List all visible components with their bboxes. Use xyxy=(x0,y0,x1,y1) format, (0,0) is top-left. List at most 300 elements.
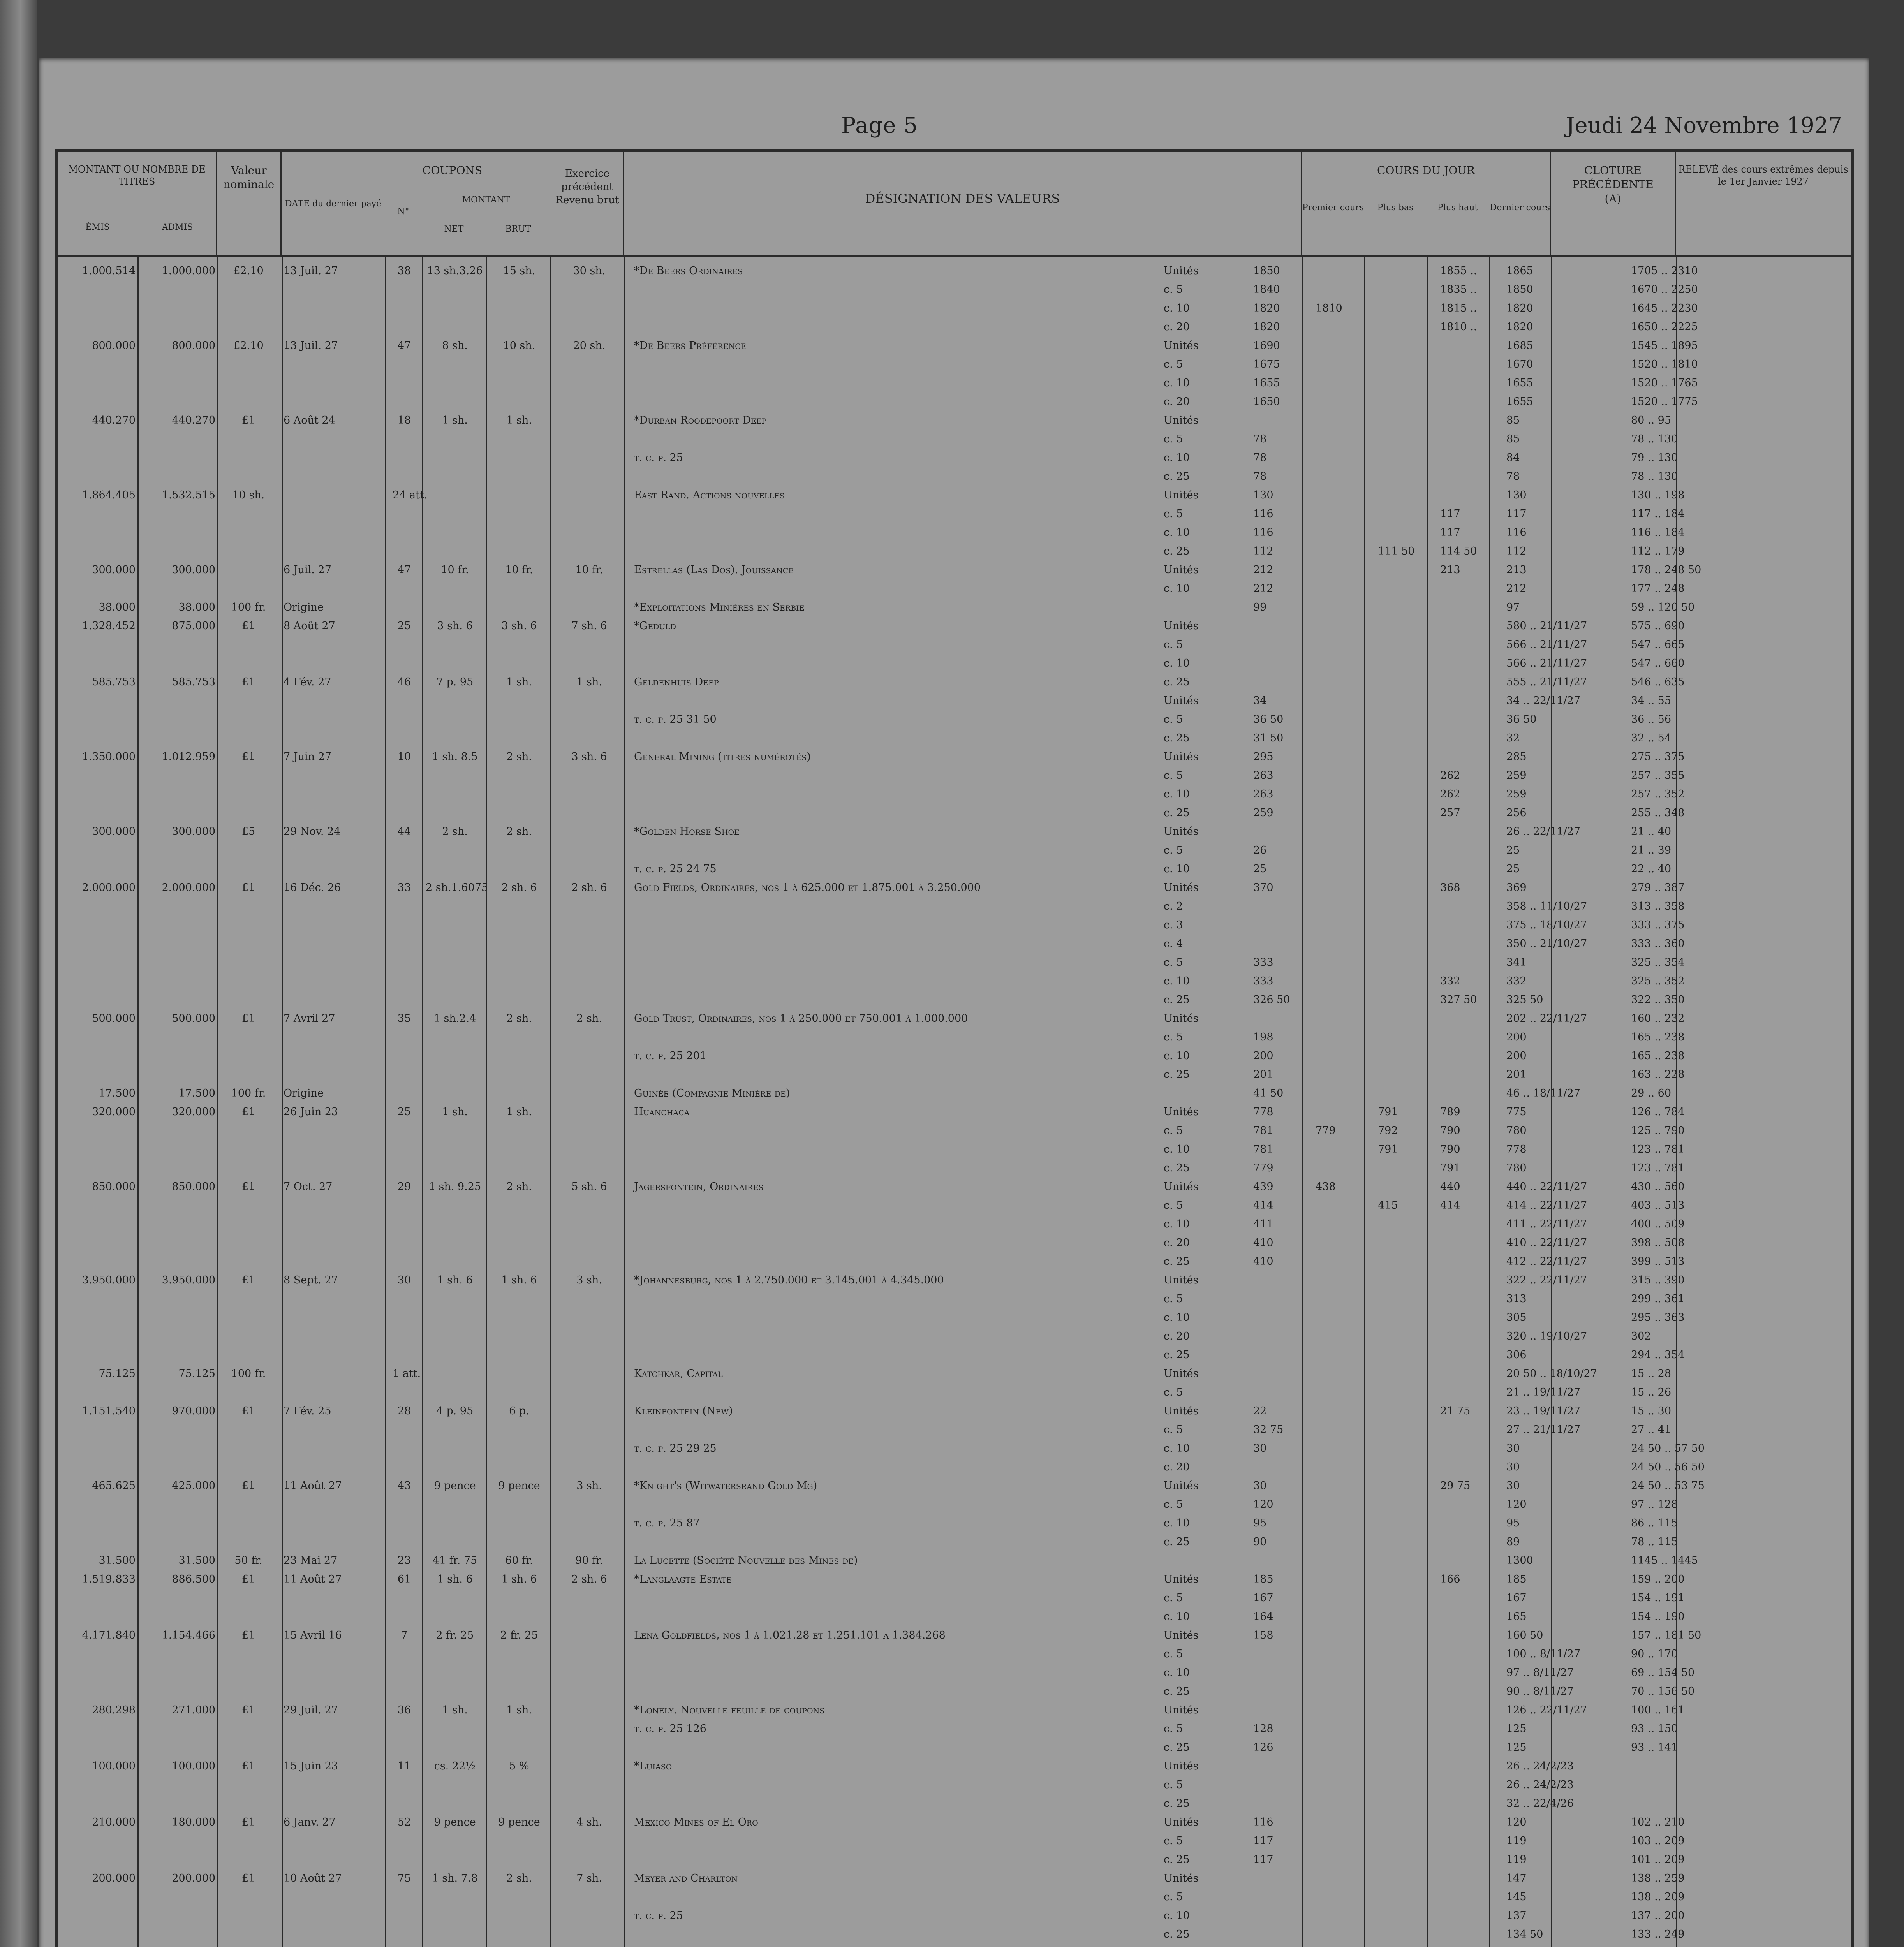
cell-dc: 790 xyxy=(1440,1143,1460,1155)
cell-clo: 259 xyxy=(1506,769,1527,782)
cell-admis: 300.000 xyxy=(172,826,215,838)
cell-unit: c. 25 xyxy=(1164,807,1190,819)
cell-unit: c. 10 xyxy=(1164,377,1190,389)
cell-admis: 440.270 xyxy=(172,414,215,426)
table-row xyxy=(58,975,1851,987)
cell-desig: Jagersfontein, Ordinaires xyxy=(634,1181,764,1193)
cell-unit: Unités xyxy=(1164,1480,1199,1492)
table-row xyxy=(58,994,1851,1005)
cell-unit: c. 5 xyxy=(1164,1199,1183,1211)
cell-clo: 566 .. 21/11/27 xyxy=(1506,657,1587,669)
cell-net: 2 fr. 25 xyxy=(436,1629,474,1641)
cell-p1: 259 xyxy=(1253,807,1273,819)
table-row xyxy=(58,1480,1851,1491)
table-row xyxy=(58,788,1851,800)
cell-date: Origine xyxy=(284,601,324,613)
table-row xyxy=(58,1573,1851,1585)
cell-dc: 332 xyxy=(1440,975,1460,987)
cell-clo: 23 .. 19/11/27 xyxy=(1506,1405,1580,1417)
cell-p1: 198 xyxy=(1253,1031,1273,1043)
cell-admis: 180.000 xyxy=(172,1816,215,1828)
table-row xyxy=(58,1704,1851,1716)
table-row xyxy=(58,1611,1851,1622)
cell-emis: 38.000 xyxy=(99,601,136,613)
cell-unit: Unités xyxy=(1164,1274,1199,1286)
cell-admis: 970.000 xyxy=(172,1405,215,1417)
cell-unit: c. 25 xyxy=(1164,1162,1190,1174)
cell-desig: *Golden Horse Shoe xyxy=(634,826,740,838)
cell-rev: 7 sh. 6 xyxy=(571,620,607,632)
cell-date: 16 Déc. 26 xyxy=(284,882,341,894)
cell-num: 23 xyxy=(397,1554,411,1567)
cell-num: 7 xyxy=(401,1629,408,1641)
header-dernier-cours: Dernier cours xyxy=(1490,203,1550,213)
table-row xyxy=(58,1442,1851,1454)
header-montant-label: MONTANT OU NOMBRE DE TITRES xyxy=(68,164,206,187)
cell-unit: c. 20 xyxy=(1164,1330,1190,1342)
cell-unit: c. 3 xyxy=(1164,919,1183,931)
cell-unit: Unités xyxy=(1164,340,1199,352)
cell-unit: Unités xyxy=(1164,1405,1199,1417)
cell-p1: 410 xyxy=(1253,1255,1273,1267)
cell-p1: 1850 xyxy=(1253,265,1280,277)
table-row xyxy=(58,1685,1851,1697)
table-row xyxy=(58,1181,1851,1192)
cell-p1: 370 xyxy=(1253,882,1273,894)
cell-num: 25 xyxy=(397,1106,411,1118)
cell-p1: 263 xyxy=(1253,788,1273,800)
cell-net: 41 fr. 75 xyxy=(432,1554,477,1567)
cell-clo: 256 xyxy=(1506,807,1527,819)
cell-brut: 9 pence xyxy=(498,1816,540,1828)
table-row xyxy=(58,1386,1851,1398)
table-row xyxy=(58,564,1851,576)
cell-desig: *Johannesburg, nos 1 à 2.750.000 et 3.145.001 à 4.345.000 xyxy=(634,1274,944,1286)
table-row xyxy=(58,1069,1851,1080)
cell-clo: 27 .. 21/11/27 xyxy=(1506,1424,1580,1436)
header-cloture-sub: (A) xyxy=(1605,192,1621,205)
cell-emis: 300.000 xyxy=(92,826,136,838)
header-net: NET xyxy=(444,224,464,234)
table-row xyxy=(58,302,1851,314)
cell-rel: 78 .. 130 xyxy=(1631,470,1678,482)
cell-unit: c. 20 xyxy=(1164,1237,1190,1249)
table-row xyxy=(58,1797,1851,1809)
cell-rel: 138 .. 259 xyxy=(1631,1872,1685,1884)
cell-unit: c. 5 xyxy=(1164,769,1183,782)
cell-unit: c. 10 xyxy=(1164,302,1190,314)
header-valeur: Valeur nominale xyxy=(217,152,282,255)
cell-clo: 119 xyxy=(1506,1835,1527,1847)
table-row xyxy=(58,1050,1851,1062)
cell-unit: Unités xyxy=(1164,1704,1199,1716)
cell-dc: 117 xyxy=(1440,526,1460,539)
table-row xyxy=(58,265,1851,276)
cell-brut: 1 sh. 6 xyxy=(501,1274,537,1286)
cell-clo: 147 xyxy=(1506,1872,1527,1884)
cell-dc: 114 50 xyxy=(1440,545,1477,557)
cell-net: 8 sh. xyxy=(442,340,468,352)
cell-clo: 165 xyxy=(1506,1611,1527,1623)
cell-unit: c. 20 xyxy=(1164,1461,1190,1473)
cell-val: 100 fr. xyxy=(231,1087,266,1099)
cell-unit: c. 5 xyxy=(1164,713,1183,725)
table-row xyxy=(58,844,1851,856)
cell-emis: 4.171.840 xyxy=(82,1629,136,1641)
cell-rel: 133 .. 249 xyxy=(1631,1928,1685,1940)
cell-clo: 25 xyxy=(1506,863,1520,875)
cell-clo: 90 .. 8/11/27 xyxy=(1506,1685,1574,1697)
cell-date: Origine xyxy=(284,1087,324,1099)
cell-net: 1 sh.2.4 xyxy=(433,1012,476,1025)
cell-emis: 800.000 xyxy=(92,340,136,352)
cell-p1: 439 xyxy=(1253,1181,1273,1193)
cell-net: 3 sh. 6 xyxy=(437,620,473,632)
cell-clo: 119 xyxy=(1506,1854,1527,1866)
cell-p1: 78 xyxy=(1253,470,1267,482)
table-row xyxy=(58,321,1851,333)
cell-clo: 1685 xyxy=(1506,340,1533,352)
cell-unit: c. 10 xyxy=(1164,1667,1190,1679)
cell-clo: 410 .. 22/11/27 xyxy=(1506,1237,1587,1249)
cell-num: 29 xyxy=(397,1181,411,1193)
cell-rel: 112 .. 179 xyxy=(1631,545,1685,557)
cell-desig: Geldenhuis Deep xyxy=(634,676,719,688)
cell-dc: 440 xyxy=(1440,1181,1460,1193)
cell-clo: 202 .. 22/11/27 xyxy=(1506,1012,1587,1025)
header-numero: N° xyxy=(397,207,409,217)
cell-date: 13 Juil. 27 xyxy=(284,340,338,352)
cell-unit: c. 10 xyxy=(1164,788,1190,800)
cell-unit: c. 25 xyxy=(1164,1741,1190,1753)
cell-unit: c. 5 xyxy=(1164,1424,1183,1436)
table-row xyxy=(58,938,1851,949)
table-row xyxy=(58,713,1851,725)
cell-clo: 125 xyxy=(1506,1741,1527,1753)
cell-emis: 100.000 xyxy=(92,1760,136,1772)
cell-unit: Unités xyxy=(1164,1760,1199,1772)
cell-rel: 78 .. 130 xyxy=(1631,433,1678,445)
cell-rel: 302 xyxy=(1631,1330,1651,1342)
cell-clo: 100 .. 8/11/27 xyxy=(1506,1648,1580,1660)
cell-brut: 2 sh. xyxy=(506,1012,532,1025)
table-row xyxy=(58,1723,1851,1734)
cell-clo: 30 xyxy=(1506,1480,1520,1492)
cell-num: 11 xyxy=(397,1760,411,1772)
table-row xyxy=(58,1854,1851,1865)
cell-num: 43 xyxy=(397,1480,411,1492)
cell-val: £1 xyxy=(241,882,255,894)
table-row xyxy=(58,1125,1851,1136)
table-row xyxy=(58,919,1851,931)
cell-dc: 327 50 xyxy=(1440,994,1477,1006)
cell-rel: 21 .. 40 xyxy=(1631,826,1672,838)
cell-rev: 2 sh. xyxy=(576,1012,602,1025)
cell-unit: Unités xyxy=(1164,265,1199,277)
listing-table xyxy=(55,149,1854,1947)
cell-rel: 123 .. 781 xyxy=(1631,1143,1685,1155)
table-row xyxy=(58,1293,1851,1304)
cell-rev: 3 sh. 6 xyxy=(571,751,607,763)
cell-net: 1 sh. xyxy=(442,414,468,426)
cell-unit: c. 5 xyxy=(1164,1293,1183,1305)
cell-p1: 126 xyxy=(1253,1741,1273,1753)
cell-rel: 97 .. 128 xyxy=(1631,1498,1678,1510)
header-cours-label: COURS DU JOUR xyxy=(1377,164,1475,177)
cell-num: 28 xyxy=(397,1405,411,1417)
cell-pb: 779 xyxy=(1316,1125,1336,1137)
table-row xyxy=(58,1928,1851,1940)
cell-p1: 1655 xyxy=(1253,377,1280,389)
cell-unit: c. 5 xyxy=(1164,956,1183,968)
cell-date: 26 Juin 23 xyxy=(284,1106,338,1118)
table-row xyxy=(58,807,1851,819)
cell-desig: Katchkar, Capital xyxy=(634,1368,723,1380)
cell-dc: 166 xyxy=(1440,1573,1460,1585)
cell-brut: 2 sh. xyxy=(506,1181,532,1193)
cell-rel: 125 .. 790 xyxy=(1631,1125,1685,1137)
cell-val: £1 xyxy=(241,414,255,426)
cell-rel: 1670 .. 2250 xyxy=(1631,283,1698,296)
cell-num: 52 xyxy=(397,1816,411,1828)
table-row xyxy=(58,433,1851,445)
cell-brut: 15 sh. xyxy=(503,265,535,277)
cell-brut: 2 sh. xyxy=(506,826,532,838)
table-row xyxy=(58,470,1851,482)
table-row xyxy=(58,826,1851,837)
table-row xyxy=(58,508,1851,519)
cell-rel: 32 .. 54 xyxy=(1631,732,1672,744)
table-row xyxy=(58,1536,1851,1547)
cell-unit: c. 25 xyxy=(1164,1797,1190,1810)
cell-desig: Guinée (Compagnie Minière de) xyxy=(634,1087,790,1099)
cell-unit: c. 25 xyxy=(1164,470,1190,482)
cell-desig: East Rand. Actions nouvelles xyxy=(634,489,785,501)
cell-rel: 403 .. 513 xyxy=(1631,1199,1685,1211)
cell-rel: 24 50 .. 57 50 xyxy=(1631,1442,1705,1454)
cell-admis: 850.000 xyxy=(172,1181,215,1193)
cell-unit: c. 20 xyxy=(1164,396,1190,408)
cell-val: £1 xyxy=(241,1012,255,1025)
cell-p1: 116 xyxy=(1253,1816,1273,1828)
cell-rel: 547 .. 665 xyxy=(1631,639,1685,651)
cell-rev: 3 sh. xyxy=(576,1480,602,1492)
cell-val: £1 xyxy=(241,1629,255,1641)
cell-clo: 97 .. 8/11/27 xyxy=(1506,1667,1574,1679)
cell-admis: 17.500 xyxy=(178,1087,215,1099)
table-row xyxy=(58,1554,1851,1566)
table-row xyxy=(58,1218,1851,1230)
header-coupons xyxy=(282,152,624,255)
cell-admis: 875.000 xyxy=(172,620,215,632)
cell-rel: 70 .. 156 50 xyxy=(1631,1685,1695,1697)
cell-clo: 120 xyxy=(1506,1498,1527,1510)
cell-val: 10 sh. xyxy=(232,489,265,501)
cell-unit: c. 5 xyxy=(1164,639,1183,651)
cell-clo: 325 50 xyxy=(1506,994,1543,1006)
cell-unit: Unités xyxy=(1164,826,1199,838)
cell-admis: 38.000 xyxy=(178,601,215,613)
cell-emis: 1.864.405 xyxy=(82,489,136,501)
cell-clo: 320 .. 19/10/27 xyxy=(1506,1330,1587,1342)
cell-date: 29 Nov. 24 xyxy=(284,826,341,838)
cell-dc: 791 xyxy=(1440,1162,1460,1174)
cell-rev: 4 sh. xyxy=(576,1816,602,1828)
cell-clo: 1820 xyxy=(1506,302,1533,314)
cell-rel: 1645 .. 2230 xyxy=(1631,302,1698,314)
cell-clo: 30 xyxy=(1506,1461,1520,1473)
cell-rel: 1520 .. 1775 xyxy=(1631,396,1698,408)
cell-rel: 22 .. 40 xyxy=(1631,863,1672,875)
cell-p1: 99 xyxy=(1253,601,1267,613)
cell-val: £5 xyxy=(241,826,255,838)
cell-emis: 300.000 xyxy=(92,564,136,576)
cell-rev: 2 sh. 6 xyxy=(571,1573,607,1585)
cell-unit: c. 25 xyxy=(1164,1349,1190,1361)
cell-rel: 1650 .. 2225 xyxy=(1631,321,1698,333)
cell-p1: 22 xyxy=(1253,1405,1267,1417)
cell-desig: t. c. p. 25 31 50 xyxy=(634,713,717,725)
cell-val: £1 xyxy=(241,1106,255,1118)
header-emis: ÉMIS xyxy=(85,222,110,232)
cell-clo: 145 xyxy=(1506,1891,1527,1903)
cell-unit: c. 5 xyxy=(1164,1031,1183,1043)
cell-p1: 1840 xyxy=(1253,283,1280,296)
cell-dc: 1855 .. xyxy=(1440,265,1477,277)
cell-desig: t. c. p. 25 87 xyxy=(634,1517,700,1529)
cell-unit: c. 10 xyxy=(1164,452,1190,464)
cell-dc: 1835 .. xyxy=(1440,283,1477,296)
cell-rel: 313 .. 358 xyxy=(1631,900,1685,912)
cell-clo: 30 xyxy=(1506,1442,1520,1454)
cell-date: 13 Juil. 27 xyxy=(284,265,338,277)
cell-net: 9 pence xyxy=(434,1816,476,1828)
table-row xyxy=(58,900,1851,912)
cell-emis: 2.000.000 xyxy=(82,882,136,894)
cell-brut: 1 sh. xyxy=(506,414,532,426)
header-admis: ADMIS xyxy=(162,222,193,232)
cell-admis: 425.000 xyxy=(172,1480,215,1492)
cell-p1: 212 xyxy=(1253,564,1273,576)
table-row xyxy=(58,1012,1851,1024)
cell-num: 35 xyxy=(397,1012,411,1025)
cell-net: 1 sh. 8.5 xyxy=(432,751,478,763)
cell-emis: 75.125 xyxy=(99,1368,136,1380)
table-row xyxy=(58,1629,1851,1641)
cell-unit: c. 10 xyxy=(1164,583,1190,595)
cell-rel: 34 .. 55 xyxy=(1631,695,1672,707)
cell-rel: 80 .. 95 xyxy=(1631,414,1672,426)
cell-rel: 160 .. 232 xyxy=(1631,1012,1685,1025)
cell-clo: 200 xyxy=(1506,1031,1527,1043)
cell-val: £1 xyxy=(241,1872,255,1884)
cell-brut: 6 p. xyxy=(509,1405,529,1417)
cell-dc: 213 xyxy=(1440,564,1460,576)
cell-brut: 10 fr. xyxy=(505,564,533,576)
cell-p1: 95 xyxy=(1253,1517,1267,1529)
cell-unit: c. 25 xyxy=(1164,732,1190,744)
cell-unit: Unités xyxy=(1164,1012,1199,1025)
table-row xyxy=(58,1330,1851,1342)
cell-brut: 1 sh. 6 xyxy=(501,1573,537,1585)
cell-desig: Kleinfontein (New) xyxy=(634,1405,733,1417)
cell-date: 7 Fév. 25 xyxy=(284,1405,331,1417)
cell-rel: 86 .. 115 xyxy=(1631,1517,1678,1529)
cell-val: £1 xyxy=(241,1816,255,1828)
table-row xyxy=(58,1648,1851,1660)
table-row xyxy=(58,1816,1851,1828)
cell-emis: 1.000.514 xyxy=(82,265,136,277)
cell-val: £1 xyxy=(241,1480,255,1492)
cell-net: 1 sh. xyxy=(442,1106,468,1118)
cell-rel: 255 .. 348 xyxy=(1631,807,1685,819)
cell-brut: 1 sh. xyxy=(506,1106,532,1118)
cell-admis: 585.753 xyxy=(172,676,215,688)
header-cours-du-jour xyxy=(1302,152,1551,255)
cell-p1: 78 xyxy=(1253,452,1267,464)
cell-clo: 134 50 xyxy=(1506,1928,1543,1940)
cell-p1: 41 50 xyxy=(1253,1087,1284,1099)
cell-rev: 20 sh. xyxy=(573,340,606,352)
cell-admis: 1.154.466 xyxy=(162,1629,215,1641)
cell-emis: 210.000 xyxy=(92,1816,136,1828)
cell-clo: 212 xyxy=(1506,583,1527,595)
cell-p1: 34 xyxy=(1253,695,1267,707)
cell-brut: 1 sh. xyxy=(506,1704,532,1716)
cell-rev: 90 fr. xyxy=(575,1554,603,1567)
table-row xyxy=(58,358,1851,370)
cell-clo: 414 .. 22/11/27 xyxy=(1506,1199,1587,1211)
cell-num: 1 att. xyxy=(393,1368,421,1380)
cell-p1: 200 xyxy=(1253,1050,1273,1062)
cell-rel: 137 .. 200 xyxy=(1631,1910,1685,1922)
table-row xyxy=(58,1760,1851,1772)
cell-unit: c. 5 xyxy=(1164,358,1183,370)
cell-unit: Unités xyxy=(1164,1181,1199,1193)
cell-val: £1 xyxy=(241,1760,255,1772)
cell-rel: 24 50 .. 56 50 xyxy=(1631,1461,1705,1473)
cell-rel: 1520 .. 1765 xyxy=(1631,377,1698,389)
cell-rel: 79 .. 130 xyxy=(1631,452,1678,464)
cell-rel: 299 .. 361 xyxy=(1631,1293,1685,1305)
cell-rel: 275 .. 375 xyxy=(1631,751,1685,763)
cell-unit: Unités xyxy=(1164,1629,1199,1641)
cell-rel: 398 .. 508 xyxy=(1631,1237,1685,1249)
cell-net: 2 sh. xyxy=(442,826,468,838)
cell-dc: 1815 .. xyxy=(1440,302,1477,314)
table-row xyxy=(58,732,1851,744)
cell-p1: 410 xyxy=(1253,1237,1273,1249)
cell-desig: *Knight's (Witwatersrand Gold Mg) xyxy=(634,1480,817,1492)
cell-rel: 315 .. 390 xyxy=(1631,1274,1685,1286)
cell-rel: 165 .. 238 xyxy=(1631,1031,1685,1043)
table-row xyxy=(58,882,1851,893)
cell-rel: 294 .. 354 xyxy=(1631,1349,1685,1361)
table-row xyxy=(58,601,1851,613)
cell-net: 1 sh. xyxy=(442,1704,468,1716)
cell-p1: 295 xyxy=(1253,751,1273,763)
cell-clo: 566 .. 21/11/27 xyxy=(1506,639,1587,651)
cell-dc: 262 xyxy=(1440,769,1460,782)
cell-rel: 322 .. 350 xyxy=(1631,994,1685,1006)
cell-rel: 333 .. 375 xyxy=(1631,919,1685,931)
cell-unit: c. 10 xyxy=(1164,1311,1190,1324)
cell-dc: 257 xyxy=(1440,807,1460,819)
cell-rel: 29 .. 60 xyxy=(1631,1087,1672,1099)
header-cloture-label: CLOTURE PRÉCÉDENTE xyxy=(1572,164,1654,191)
table-row xyxy=(58,414,1851,426)
cell-clo: 313 xyxy=(1506,1293,1527,1305)
